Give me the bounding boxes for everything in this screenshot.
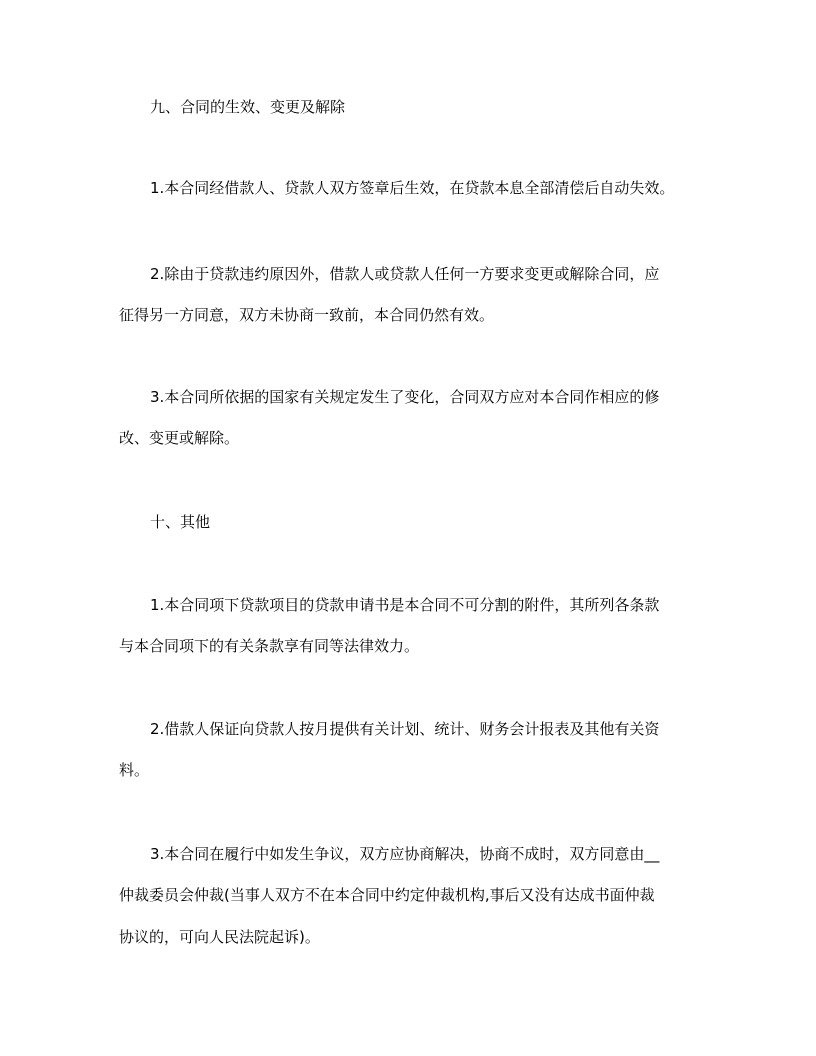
section-9-clause-3-line-1: 3.本合同所依据的国家有关规定发生了变化，合同双方应对本合同作相应的修 (150, 388, 660, 406)
section-10-heading: 十、其他 (150, 513, 211, 531)
section-10-clause-3-line-2: 仲裁委员会仲裁(当事人双方不在本合同中约定仲裁机构,事后又没有达成书面仲裁 (119, 886, 655, 904)
section-10-clause-1-line-2: 与本合同项下的有关条款享有同等法律效力。 (119, 637, 420, 655)
section-10-clause-3-line-1: 3.本合同在履行中如发生争议，双方应协商解决，协商不成时，双方同意由__ (150, 845, 660, 863)
section-9-clause-2-line-1: 2.除由于贷款违约原因外，借款人或贷款人任何一方要求变更或解除合同，应 (150, 265, 660, 283)
section-9-clause-1: 1.本合同经借款人、贷款人双方签章后生效，在贷款本息全部清偿后自动失效。 (150, 179, 675, 197)
section-9-clause-2-line-2: 征得另一方同意，双方未协商一致前，本合同仍然有效。 (119, 306, 495, 324)
section-10-clause-3-line-3: 协议的，可向人民法院起诉)。 (119, 928, 320, 946)
section-10-clause-2-line-2: 料。 (119, 761, 150, 779)
section-10-clause-2-line-1: 2.借款人保证向贷款人按月提供有关计划、统计、财务会计报表及其他有关资 (150, 720, 660, 738)
section-9-heading: 九、合同的生效、变更及解除 (150, 98, 346, 116)
section-10-clause-1-line-1: 1.本合同项下贷款项目的贷款申请书是本合同不可分割的附件，其所列各条款 (150, 596, 660, 614)
section-9-clause-3-line-2: 改、变更或解除。 (119, 429, 240, 447)
